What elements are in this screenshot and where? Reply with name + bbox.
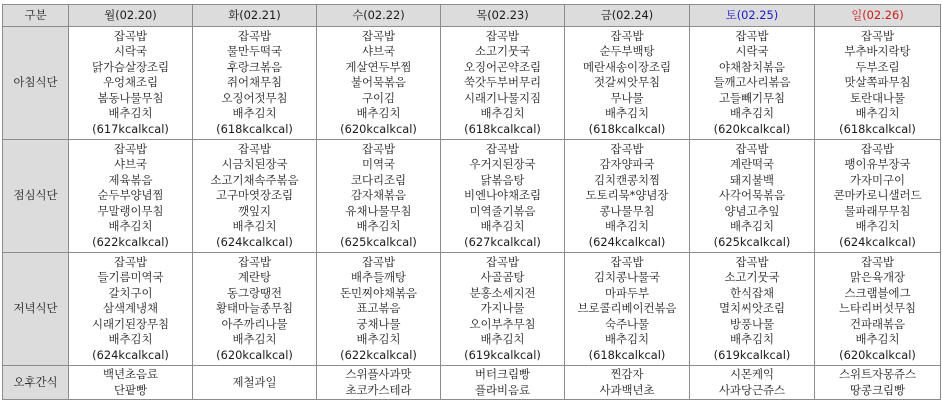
row-label-dinner: 저녁식단: [3, 253, 69, 366]
menu-item: 잡곡밥: [610, 141, 644, 156]
menu-item: 배추김치: [232, 219, 277, 234]
menu-item: 표고볶음: [356, 301, 401, 316]
menu-item: 잡곡밥: [361, 141, 395, 156]
menu-item: 고들빼기무침: [718, 90, 786, 105]
menu-item: 팽이유부장국: [844, 157, 911, 172]
menu-item: 배추김치: [855, 332, 900, 347]
menu-item: (617kcalkcal): [92, 121, 169, 136]
header-day-sat: 토(02.25): [690, 5, 815, 27]
menu-item: 고구마엿장조림: [215, 188, 294, 203]
menu-item: 콘마카로니샐러드: [833, 188, 922, 203]
menu-item: 구이김: [361, 90, 395, 105]
menu-item: 배추김치: [855, 106, 900, 121]
menu-item: 황태마늘종무침: [215, 301, 294, 316]
menu-cell-snack-sat: [690, 366, 815, 400]
menu-item: 스위플사과맛: [345, 367, 412, 381]
menu-item: 버터크림빵: [474, 367, 531, 381]
menu-item: 배추김치: [729, 332, 774, 347]
menu-cell-breakfast-mon: [69, 27, 193, 140]
menu-item: 배추김치: [729, 106, 774, 121]
menu-item: (618kcalkcal): [588, 347, 666, 362]
menu-item: 배추김치: [356, 219, 401, 234]
menu-item: 물파래무무침: [844, 203, 911, 218]
menu-item: 시래기나물지짐: [463, 90, 542, 105]
menu-item: 잡곡밥: [485, 254, 519, 269]
menu-item: 감자채볶음: [350, 188, 407, 203]
row-label-snack: 오후간식: [3, 366, 69, 400]
menu-item: 아주까리나물: [221, 316, 288, 331]
menu-item: 제육볶음: [108, 172, 153, 187]
menu-item: 비엔나야채조림: [463, 188, 542, 203]
menu-item: 배추김치: [480, 219, 525, 234]
menu-item: 갈치구이: [108, 285, 153, 300]
menu-cell-breakfast-fri: [565, 27, 690, 140]
menu-item: 김치캔콩치찜: [593, 172, 661, 187]
menu-item: 느타리버섯무침: [838, 301, 917, 316]
menu-item: 들기름미역국: [97, 270, 164, 285]
menu-item: 들깨고사리볶음: [713, 75, 791, 90]
menu-row-dinner: [3, 253, 941, 366]
menu-item: 잡곡밥: [113, 254, 147, 269]
menu-item: (622kcalkcal): [340, 347, 417, 362]
header-day-sun: 일(02.26): [815, 5, 941, 27]
menu-item: 오징어곤약조림: [463, 59, 542, 74]
menu-item: 메란새송이장조림: [582, 59, 672, 74]
menu-item: (620kcalkcal): [839, 347, 916, 362]
menu-cell-dinner-sun: [815, 253, 941, 366]
menu-item: 스위트자몽쥬스: [838, 367, 917, 381]
menu-item: 배추들깨탕: [350, 270, 407, 285]
menu-item: 계란떡국: [729, 157, 774, 172]
menu-item: 잡곡밥: [610, 254, 644, 269]
menu-item: (624kcalkcal): [839, 234, 916, 249]
header-category: 구분: [3, 5, 69, 27]
menu-item: 잡곡밥: [735, 141, 769, 156]
menu-item: 쑥갓두부버무리: [463, 75, 542, 90]
menu-item: 배추김치: [855, 219, 900, 234]
menu-item: 잡곡밥: [237, 28, 271, 43]
menu-item: (618kcalkcal): [464, 121, 541, 136]
menu-item: 가자미구이: [849, 172, 906, 187]
menu-item: 시래기된장무침: [91, 316, 170, 331]
menu-item: (618kcalkcal): [216, 121, 293, 136]
menu-item: 가지나물: [480, 301, 525, 316]
menu-item: 후랑크볶음: [226, 59, 283, 74]
menu-item: 배추김치: [729, 219, 774, 234]
menu-item: 잡곡밥: [113, 141, 147, 156]
header-row: [3, 5, 941, 27]
menu-item: (625kcalkcal): [340, 234, 417, 249]
menu-item: 깻잎지: [237, 203, 271, 218]
menu-cell-lunch-fri: [565, 140, 690, 253]
menu-item: 배추김치: [604, 106, 649, 121]
menu-item: 맛살쪽파무침: [844, 75, 911, 90]
menu-item: 콩나물무침: [599, 203, 655, 218]
row-label-lunch: 점심식단: [3, 140, 69, 253]
menu-item: 백년초음료: [102, 367, 159, 381]
menu-cell-snack-wed: [317, 366, 441, 400]
menu-item: 시몬케익: [729, 367, 774, 381]
menu-item: (624kcalkcal): [92, 347, 169, 362]
menu-item: (625kcalkcal): [713, 234, 791, 249]
menu-item: 시금치된장국: [221, 157, 288, 172]
menu-item: 잡곡밥: [113, 28, 147, 43]
menu-item: 오징어젓무침: [221, 90, 288, 105]
menu-item: 사과당근쥬스: [718, 382, 786, 397]
menu-body: [3, 27, 941, 400]
menu-item: 봄동나물무침: [97, 90, 164, 105]
menu-cell-breakfast-thu: [441, 27, 565, 140]
menu-item: (620kcalkcal): [713, 121, 791, 136]
header-day-tue: 화(02.21): [193, 5, 317, 27]
menu-item: 브로콜리베이컨볶음: [577, 301, 677, 316]
menu-item: 배추김치: [108, 219, 153, 234]
menu-item: (627kcalkcal): [464, 234, 541, 249]
menu-item: 배추김치: [356, 332, 401, 347]
menu-cell-breakfast-wed: [317, 27, 441, 140]
menu-item: (624kcalkcal): [216, 234, 293, 249]
menu-item: 소고기뭇국: [724, 270, 780, 285]
menu-cell-lunch-sat: [690, 140, 815, 253]
menu-item: 김치콩나물국: [593, 270, 661, 285]
menu-cell-snack-sun: [815, 366, 941, 400]
menu-cell-snack-fri: [565, 366, 690, 400]
menu-item: 우거지된장국: [469, 157, 536, 172]
menu-item: 계란탕: [237, 270, 271, 285]
menu-cell-snack-thu: [441, 366, 565, 400]
menu-item: 소고기채속주볶음: [210, 172, 299, 187]
menu-item: (624kcalkcal): [588, 234, 666, 249]
menu-item: 잡곡밥: [361, 28, 395, 43]
menu-item: (619kcalkcal): [713, 347, 791, 362]
row-label-breakfast: 아침식단: [3, 27, 69, 140]
header-day-wed: 수(02.22): [317, 5, 441, 27]
menu-item: 무나물: [610, 90, 644, 105]
menu-item: 물만두떡국: [226, 44, 283, 59]
menu-item: 순두부양념찜: [97, 188, 164, 203]
menu-item: 배추김치: [108, 106, 153, 121]
menu-item: 배추김치: [108, 332, 153, 347]
menu-item: 야채참치볶음: [718, 59, 786, 74]
weekly-menu-table: [2, 4, 941, 400]
menu-item: 배추김치: [232, 106, 277, 121]
menu-item: 스크램블에그: [844, 285, 911, 300]
menu-item: 잡곡밥: [860, 254, 894, 269]
menu-item: (620kcalkcal): [216, 347, 293, 362]
menu-item: 유채나물무침: [345, 203, 412, 218]
menu-cell-breakfast-tue: [193, 27, 317, 140]
menu-row-snack: [3, 366, 941, 400]
menu-item: 배추김치: [480, 106, 525, 121]
menu-cell-dinner-mon: [69, 253, 193, 366]
menu-row-breakfast: [3, 27, 941, 140]
menu-cell-lunch-mon: [69, 140, 193, 253]
menu-item: (622kcalkcal): [92, 234, 169, 249]
menu-item: 닭가슴살장조림: [91, 59, 170, 74]
menu-item: 방풍나물: [729, 316, 774, 331]
menu-item: 잡곡밥: [735, 254, 769, 269]
menu-item: 두부조림: [855, 59, 900, 74]
menu-item: 잡곡밥: [237, 141, 271, 156]
menu-item: 찐감자: [610, 367, 644, 381]
menu-cell-lunch-wed: [317, 140, 441, 253]
menu-item: 마파두부: [604, 285, 649, 300]
menu-item: 소고기뭇국: [474, 44, 531, 59]
menu-item: 숙주나물: [604, 316, 649, 331]
menu-item: 땅콩크림빵: [849, 382, 906, 397]
menu-item: 잡곡밥: [610, 28, 644, 43]
menu-item: (619kcalkcal): [464, 347, 541, 362]
menu-item: 무말랭이무침: [97, 203, 164, 218]
menu-item: 동그랑땡전: [226, 285, 283, 300]
menu-item: 미역줄기볶음: [469, 203, 536, 218]
menu-cell-snack-tue: [193, 366, 317, 400]
header-day-thu: 목(02.23): [441, 5, 565, 27]
menu-item: 돼지불백: [729, 172, 774, 187]
menu-item: 코다리조림: [350, 172, 407, 187]
menu-item: 배추김치: [232, 332, 277, 347]
menu-item: 양념고추잎: [724, 203, 780, 218]
menu-item: 잡곡밥: [735, 28, 769, 43]
menu-item: 배추김치: [604, 332, 649, 347]
menu-item: 잡곡밥: [237, 254, 271, 269]
menu-item: 배추김치: [604, 219, 649, 234]
menu-item: 배추김치: [356, 106, 401, 121]
menu-cell-dinner-thu: [441, 253, 565, 366]
menu-item: 멸치씨앗조림: [718, 301, 786, 316]
menu-item: 잡곡밥: [485, 28, 519, 43]
menu-cell-dinner-wed: [317, 253, 441, 366]
menu-cell-lunch-thu: [441, 140, 565, 253]
menu-item: 시락국: [113, 44, 147, 59]
menu-item: 잡곡밥: [485, 141, 519, 156]
menu-item: 돈민찌야채볶음: [339, 285, 418, 300]
menu-item: 궁채나물: [356, 316, 401, 331]
menu-item: 사과백년초: [599, 382, 655, 397]
menu-item: 분홍소세지전: [469, 285, 536, 300]
menu-item: (618kcalkcal): [588, 121, 666, 136]
menu-item: 사골곰탕: [480, 270, 525, 285]
menu-item: 오이부추무침: [469, 316, 536, 331]
menu-item: 불어묵볶음: [350, 75, 407, 90]
menu-cell-snack-mon: [69, 366, 193, 400]
menu-item: 사각어묵볶음: [718, 188, 786, 203]
menu-item: 플라비음료: [474, 382, 531, 397]
menu-cell-breakfast-sun: [815, 27, 941, 140]
menu-item: 젓갈씨앗무침: [593, 75, 661, 90]
menu-cell-dinner-tue: [193, 253, 317, 366]
menu-item: 시락국: [735, 44, 769, 59]
menu-item: 쥐어채무침: [226, 75, 283, 90]
menu-item: 초코카스테라: [345, 382, 412, 397]
menu-item: 닭볶음탕: [480, 172, 525, 187]
menu-item: 잡곡밥: [361, 254, 395, 269]
menu-cell-lunch-sun: [815, 140, 941, 253]
header-day-mon: 월(02.20): [69, 5, 193, 27]
menu-item: 제철과일: [232, 374, 277, 389]
menu-item: 잡곡밥: [860, 28, 894, 43]
menu-cell-dinner-sat: [690, 253, 815, 366]
menu-item: 토란대나물: [849, 90, 906, 105]
menu-item: 게살연두부찜: [345, 59, 412, 74]
menu-item: 우엉채조림: [102, 75, 159, 90]
menu-item: (618kcalkcal): [839, 121, 916, 136]
header-day-fri: 금(02.24): [565, 5, 690, 27]
menu-item: 단팥빵: [113, 382, 147, 397]
menu-item: 감자양파국: [599, 157, 655, 172]
menu-item: 배추김치: [480, 332, 525, 347]
menu-item: 한식잡채: [729, 285, 774, 300]
menu-item: 부추바지락탕: [844, 44, 911, 59]
menu-cell-lunch-tue: [193, 140, 317, 253]
menu-item: 건파래볶음: [849, 316, 906, 331]
menu-item: (620kcalkcal): [340, 121, 417, 136]
menu-item: 도토리묵*양념장: [585, 188, 669, 203]
menu-item: 샤브국: [113, 157, 147, 172]
menu-item: 미역국: [361, 157, 395, 172]
menu-row-lunch: [3, 140, 941, 253]
menu-item: 맑은육개장: [849, 270, 906, 285]
menu-item: 샤브국: [361, 44, 395, 59]
menu-cell-dinner-fri: [565, 253, 690, 366]
menu-cell-breakfast-sat: [690, 27, 815, 140]
menu-item: 순두부백탕: [599, 44, 655, 59]
menu-item: 잡곡밥: [860, 141, 894, 156]
menu-item: 삼색계냉채: [102, 301, 159, 316]
